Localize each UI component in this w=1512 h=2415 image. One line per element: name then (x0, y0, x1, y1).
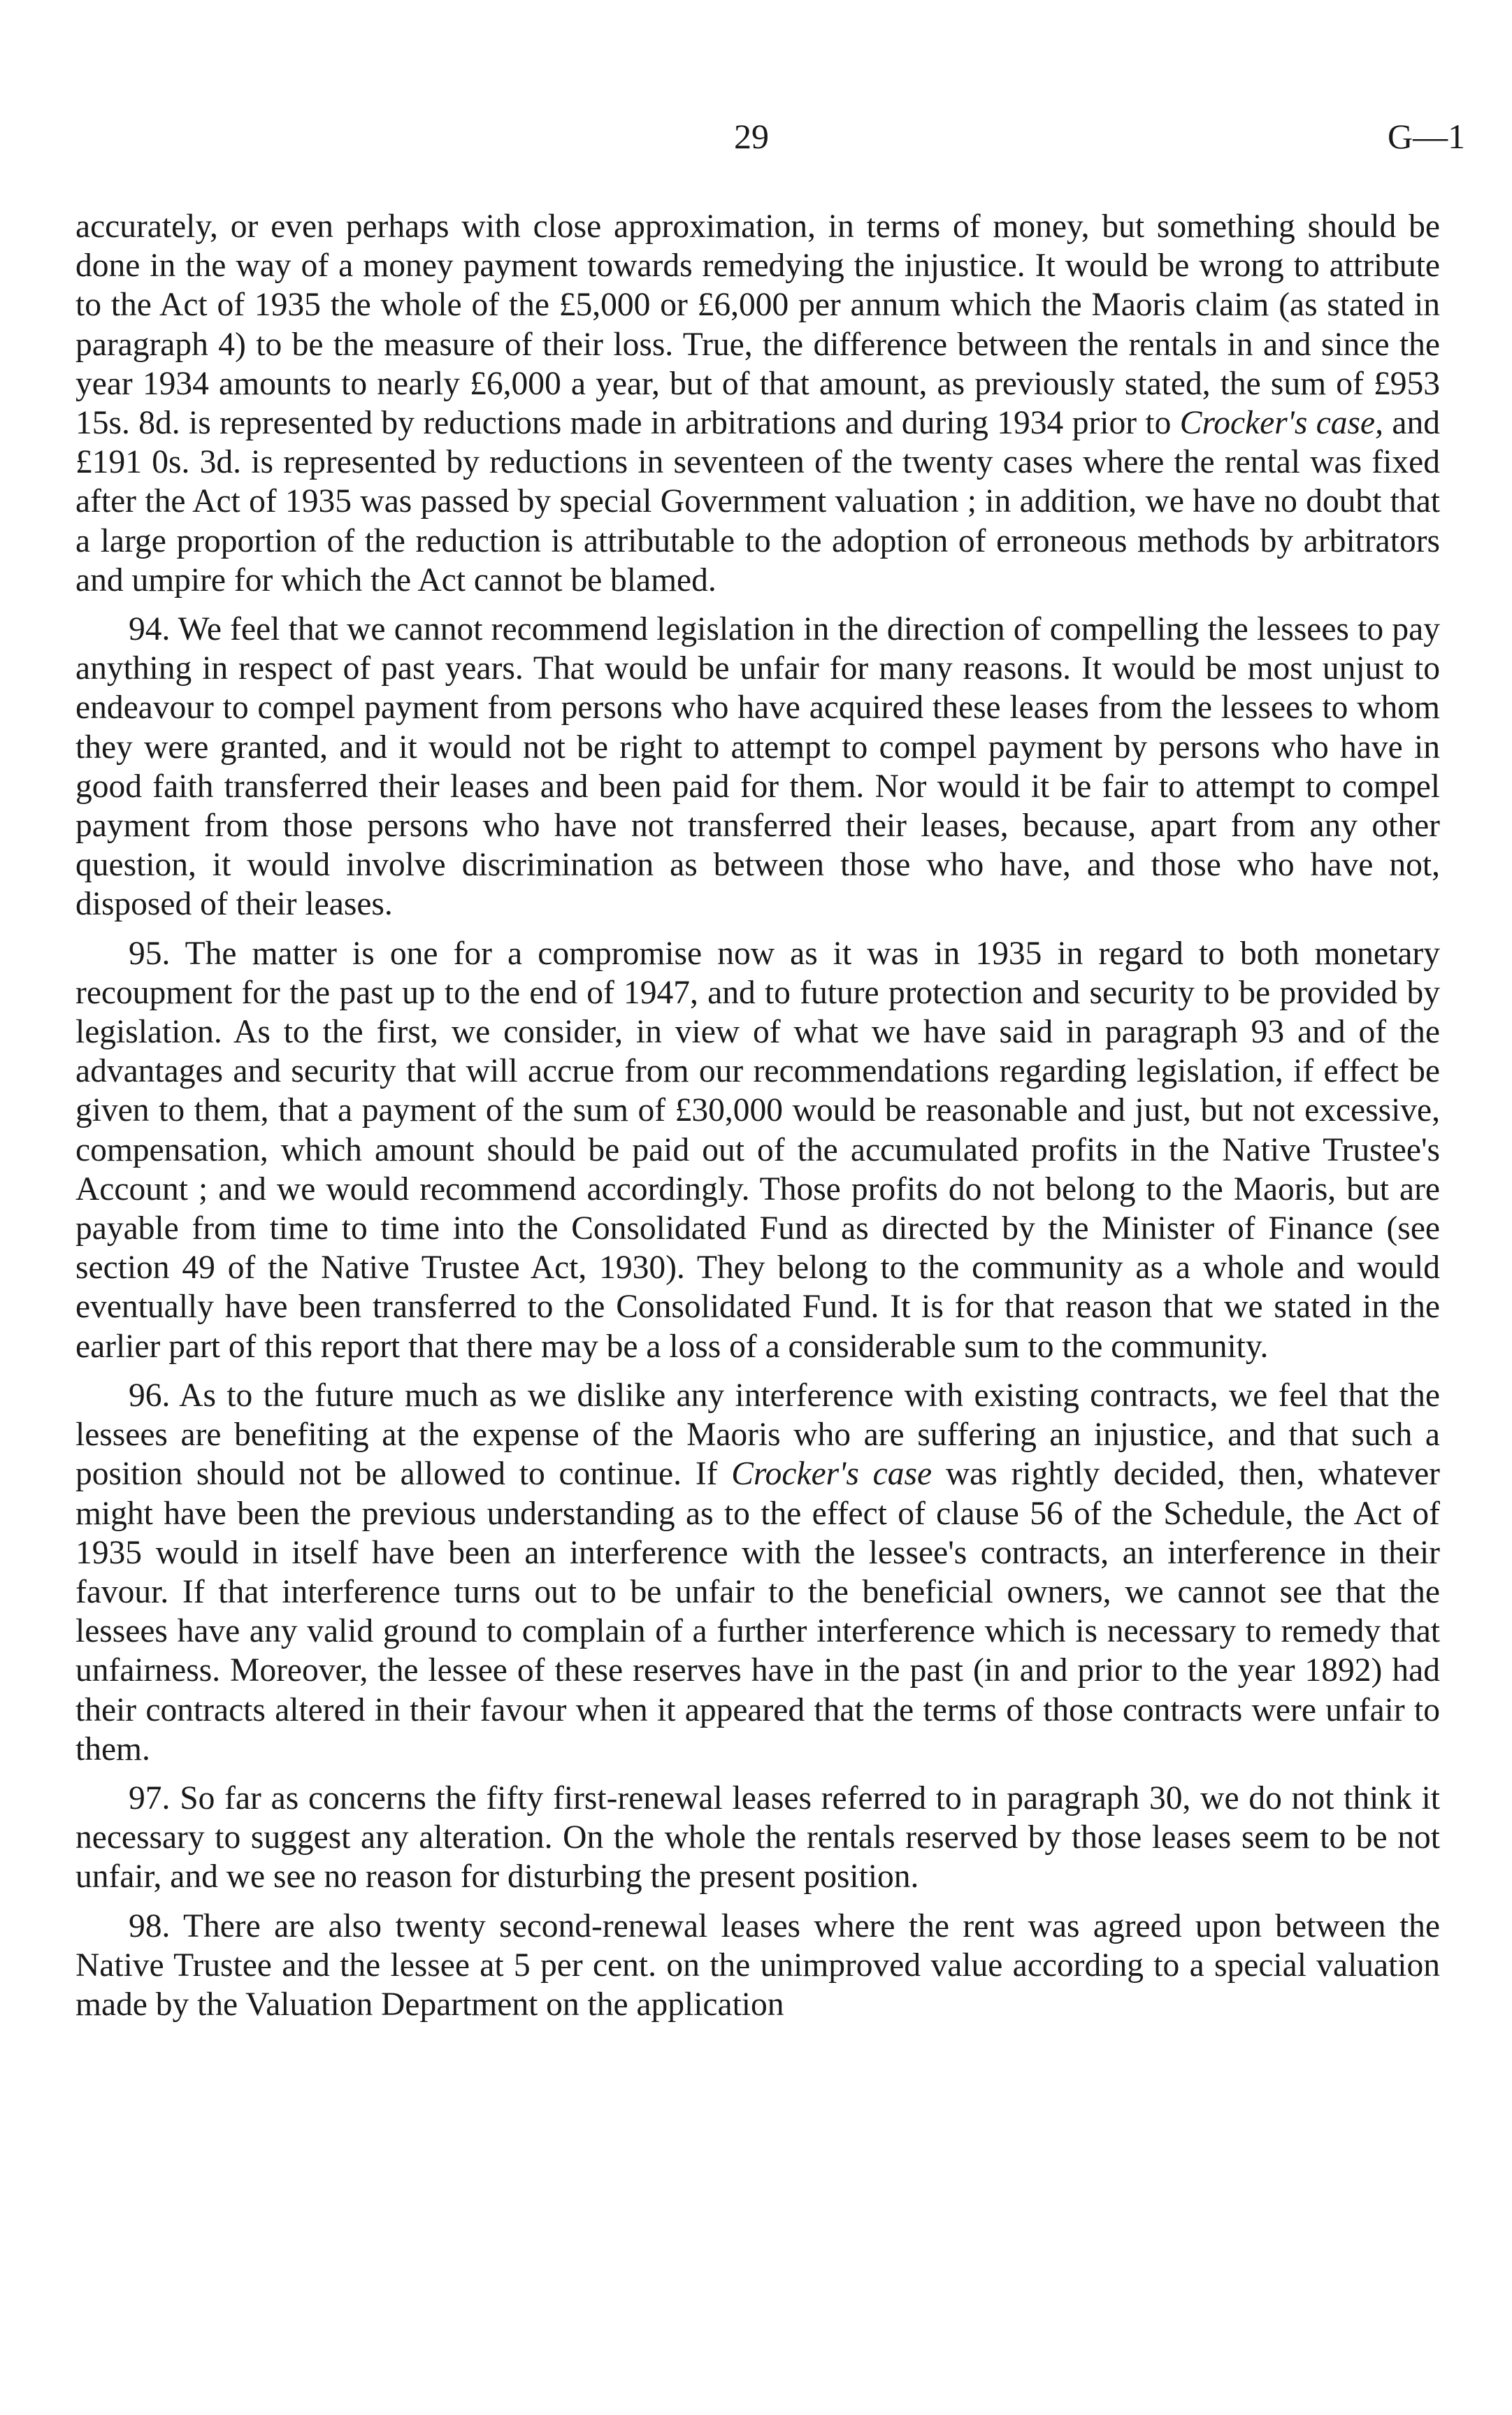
paragraph-98 (75, 1907, 1440, 2025)
running-head (0, 112, 1512, 161)
paragraph-96 (75, 1376, 1440, 1769)
report-body (75, 207, 1440, 2024)
paragraph-text: The matter is one for a compromise now as it was in 1935 in regard to both monetary recoupment for the past up to the end of 1947, and to future protection and security to be provided by legislation. As to the first, we consider, in view of what we have said in paragraph 93 and of the advantages and security that will accrue from our recommendations regarding legislation, if effect be given to them, that a payment of the sum of £30,000 would be reasonable and just, but not excessive, compensation, which amount should be paid out of the accumulated profits in the Native Trustee's Account ; and we would recommend accordingly. Those profits do not belong to the Maoris, but are payable from time to time into the Consolidated Fund as directed by the Minister of Finance (see section 49 of the Native Trustee Act, 1930). They belong to the community as a whole and would eventually have been transferred to the Consolidated Fund. It is for that reason that we stated in the earlier part of this report that there may be a loss of a considerable sum to the community. (75, 935, 1440, 1365)
case-citation: Crocker's case (731, 1456, 933, 1493)
paragraph-number: 94. (129, 611, 171, 648)
paragraph-text: accurately, or even perhaps with close approximation, in terms of money, but something should be done in the way of a money payment towards remedying the injustice. It would be wrong to attribute to the Act of 1935 the whole of the £5,000 or £6,000 per annum which the Maoris claim (as stated in paragraph 4) to be the measure of their loss. True, the difference between the rentals in and since the year 1934 amounts to nearly £6,000 a year, but of that amount, as previously stated, the sum of £953 15s. 8d. is represented by reductions made in arbitrations and during 1934 prior to (75, 208, 1440, 442)
case-citation: Crocker's case, (1179, 405, 1384, 442)
paragraph-95 (75, 934, 1440, 1366)
paragraph-number: 95. (129, 935, 171, 972)
paragraph-text: We feel that we cannot recommend legislation in the direction of compelling the lessees to pay anything in respect of past years. That would be unfair for many reasons. It would be most unjust to endeavour to compel payment from persons who have acquired these leases from the lessees to whom they were granted, and it would not be right to attempt to compel payment by persons who have in good faith transferred their leases and been paid for them. Nor would it be fair to attempt to compel payment from those persons who have not transferred their leases, because, apart from any other question, it would involve discrimination as between those who have, and those who have not, disposed of their leases. (75, 611, 1440, 923)
paragraph-text: and £191 0s. 3d. is represented by reductions in seventeen of the twenty cases where the rental was fixed after the Act of 1935 was passed by special Government valuation ; in addition, we have no doubt that a large proportion of the reduction is attributable to the adoption of erroneous methods by arbitrators and umpire for which the Act cannot be blamed. (75, 405, 1440, 599)
paragraph-text: As to the future much as we dislike any interference with existing contracts, we feel that the lessees are benefiting at the expense of the Maoris who are suffering an injustice, and that such a position should not be allowed to continue. If (75, 1377, 1440, 1493)
page-number: 29 (734, 117, 769, 156)
document-reference: G—1 (1388, 117, 1466, 156)
paragraph-97 (75, 1779, 1440, 1897)
paragraph-number: 96. (129, 1377, 171, 1414)
paragraph-94 (75, 610, 1440, 924)
paragraph-text: was rightly decided, then, whatever might have been the previous understanding as to the effect of clause 56 of the Schedule, the Act of 1935 would in itself have been an interference with the lessee's contracts, an interference in their favour. If that interference turns out to be unfair to the beneficial owners, we cannot see that the lessees have any valid ground to complain of a further interference which is necessary to remedy that unfairness. Moreover, the lessee of these reserves have in the past (in and prior to the year 1892) had their contracts altered in their favour when it appeared that the terms of those contracts were unfair to them. (75, 1456, 1440, 1768)
continued-paragraph-93 (75, 207, 1440, 600)
paragraph-text: There are also twenty second-renewal leases where the rent was agreed upon between the Native Trustee and the lessee at 5 per cent. on the unimproved value according to a special valuation made by the Valuation Department on the application (75, 1907, 1440, 2023)
paragraph-number: 98. (129, 1907, 171, 1944)
paragraph-number: 97. (129, 1779, 171, 1816)
paragraph-text: So far as concerns the fifty first-renewal leases referred to in paragraph 30, we do not think it necessary to suggest any alteration. On the whole the rentals reserved by those leases seem to be not unfair, and we see no reason for disturbing the present position. (75, 1779, 1440, 1896)
